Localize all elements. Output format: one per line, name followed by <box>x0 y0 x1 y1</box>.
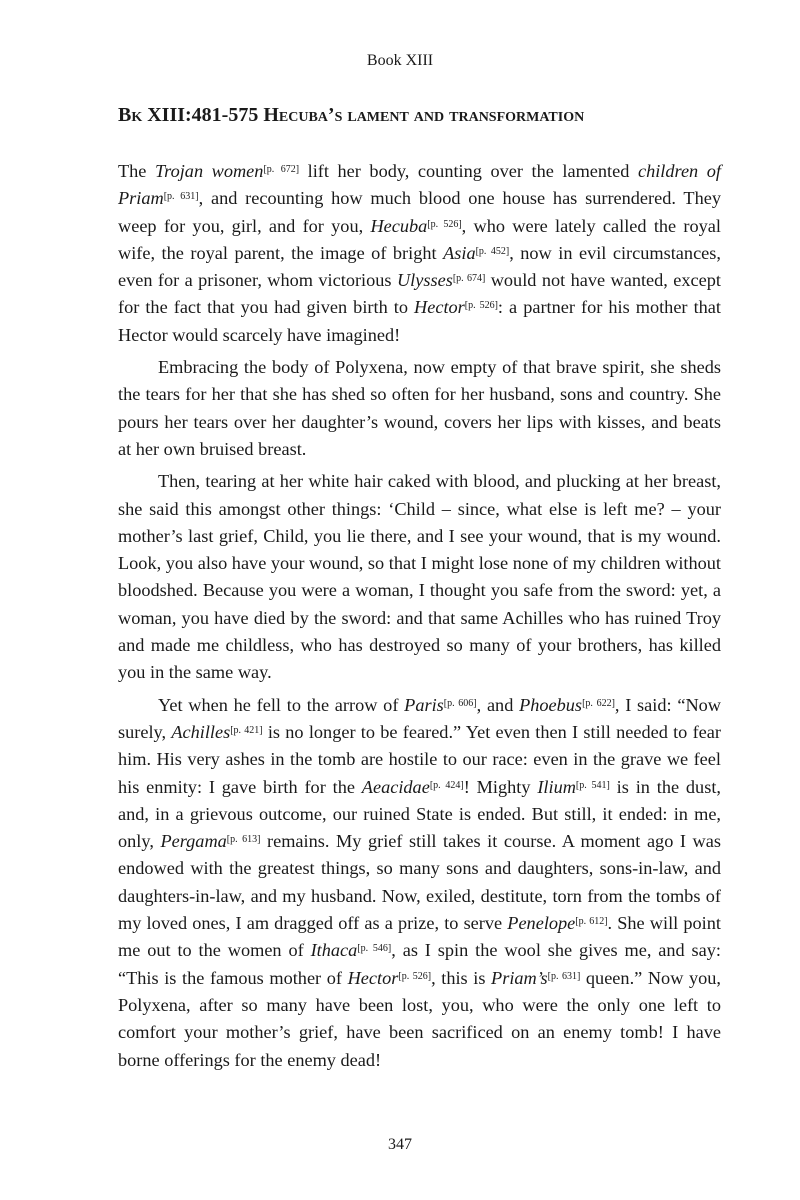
page-reference-link[interactable]: [p. 606] <box>443 697 477 709</box>
paragraph <box>118 158 721 349</box>
page-reference-link[interactable]: [p. 526] <box>427 218 462 230</box>
italic-name: children of Priam <box>118 161 721 209</box>
page-reference-link[interactable]: [p. 421] <box>230 724 263 736</box>
body-text <box>118 158 721 1074</box>
page-reference-link[interactable]: [p. 526] <box>398 970 432 982</box>
running-head: Book XIII <box>366 52 434 69</box>
paragraph <box>118 354 721 463</box>
text-run: lift her body, counting over the lamented <box>299 161 638 181</box>
page-reference-link[interactable]: [p. 674] <box>452 273 486 285</box>
italic-name: Hecuba <box>370 215 428 236</box>
italic-name: Ilium <box>537 776 576 797</box>
italic-name: Phoebus <box>519 694 583 715</box>
paragraph <box>118 692 721 1074</box>
page-reference-link[interactable]: [p. 672] <box>263 164 300 175</box>
text-run: , this is <box>431 967 492 988</box>
text-run: , now in evil circumstances, even for a prisoner, whom victorious <box>118 242 721 291</box>
text-run: , and recounting how much blood one house has surrendered. They weep for you, girl, and for you, <box>118 188 721 236</box>
text-run: , who were lately called the royal wife, the royal parent, the image of bright <box>118 215 721 263</box>
page-reference-link[interactable]: [p. 613] <box>226 834 261 846</box>
text-run: Yet when he fell to the arrow of <box>158 694 405 715</box>
page-reference-link[interactable]: [p. 631] <box>547 970 581 982</box>
page-reference-link[interactable]: [p. 541] <box>575 779 610 791</box>
italic-name: Asia <box>443 242 476 263</box>
page-reference-link[interactable]: [p. 622] <box>582 697 615 709</box>
text-run: queen.” Now you, Polyxena, after so many have been lost, you, who were the only one left to comfort your mother’s grief, have been sacrificed on an enemy tomb! I have borne offerings for the enemy dead! <box>118 967 721 1070</box>
text-run: would not have wanted, except for the fact that you had given birth to <box>118 270 721 318</box>
text-run: Then, tearing at her white hair caked with blood, and plucking at her breast, she said this amongst other things: ‘Child – since, what else is left me? – your mother’s last grief, Child, you lie there, and I see your wound, that is my wound. Look, you also have your wound, so that I might lose none of my children without bloodshed. Because you were a woman, I thought you safe from the sword: yet, a woman, you have died by the sword: and that same Achilles who has ruined Troy and made me childless, who has destroyed so many of your brothers, has killed you in the same way. <box>118 471 721 683</box>
text-run: is in the dust, and, in a grievous outcome, our ruined State is ended. But still, it ended: in me, only, <box>118 776 721 852</box>
page-number: 347 <box>388 1136 412 1153</box>
page-reference-link[interactable]: [p. 452] <box>475 245 510 257</box>
page-reference-link[interactable]: [p. 526] <box>464 300 498 312</box>
text-run: The <box>118 161 155 181</box>
text-run: ! Mighty <box>463 776 538 797</box>
paragraph <box>118 468 721 686</box>
italic-name: Penelope <box>507 913 576 934</box>
page-reference-link[interactable]: [p. 546] <box>357 943 392 955</box>
italic-name: Hector <box>414 297 465 318</box>
page-reference-link[interactable]: [p. 424] <box>429 779 464 791</box>
text-run: is no longer to be feared.” Yet even then I still needed to fear him. His very ashes in the tomb are hostile to our race: even in the grave we feel his enmity: I gave birth for the <box>118 721 721 797</box>
italic-name: Paris <box>404 694 444 715</box>
italic-name: Trojan women <box>154 161 264 181</box>
italic-name: Hector <box>347 967 399 988</box>
text-run: Embracing the body of Polyxena, now empty of that brave spirit, she sheds the tears for her that she has shed so often for her husband, sons and country. She pours her tears over her daughter’s wound, covers her lips with kisses, and beats at her own bruised breast. <box>118 357 721 459</box>
text-run: , and <box>476 694 520 715</box>
page-reference-link[interactable]: [p. 612] <box>575 916 608 928</box>
italic-name: Ithaca <box>310 940 358 961</box>
page-reference-link[interactable]: [p. 631] <box>163 191 199 203</box>
text-run: . She will point me out to the women of <box>118 913 721 961</box>
text-run: remains. My grief still takes it course. A moment ago I was endowed with the greatest things, so many sons and daughters, sons-in-law, and daughters-in-law, and my husband. Now, exiled, destitute, torn from the tombs of my loved ones, I am dragged off as a prize, to serve <box>118 831 721 934</box>
italic-name: Pergama <box>160 831 227 852</box>
text-run: : a partner for his mother that Hector would scarcely have imagined! <box>118 297 721 345</box>
text-run: , I said: “Now surely, <box>118 694 721 742</box>
italic-name: Ulysses <box>396 270 453 291</box>
section-title: Bk XIII:481-575 Hecuba’s lament and transformation <box>118 104 585 126</box>
text-run: , as I spin the wool she gives me, and say: “This is the famous mother of <box>118 940 721 988</box>
italic-name: Priam’s <box>491 967 548 988</box>
italic-name: Aeacidae <box>361 776 430 797</box>
italic-name: Achilles <box>171 721 231 742</box>
